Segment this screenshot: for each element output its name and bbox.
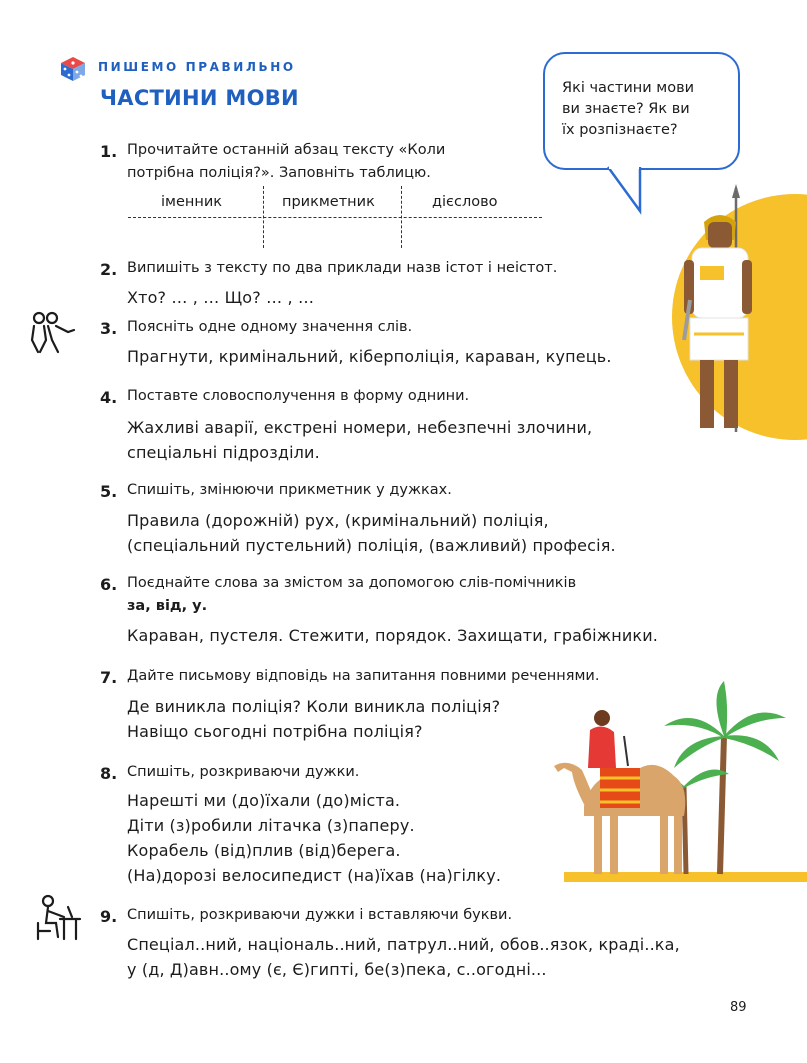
camel-rider-palms-illustration	[524, 676, 807, 886]
task-8-number: 8.	[100, 764, 118, 783]
task-7-number: 7.	[100, 668, 118, 687]
task-7-text: Де виникла поліція? Коли виникла поліція? Навіщо сьогодні потрібна поліція?	[127, 697, 501, 741]
task-6-number: 6.	[100, 575, 118, 594]
task-7-instruction: Дайте письмову відповідь на запитання повними реченнями.	[127, 668, 600, 684]
egyptian-guard-illustration	[640, 180, 807, 440]
task-5-text: Правила (дорожній) рух, (кримінальний) поліція, (спеціальний пустельний) поліція, (важливий) професія.	[127, 511, 616, 555]
task-8-text: Нарешті ми (до)їхали (до)міста. Діти (з)робили літачка (з)паперу. Корабель (від)плив (від)берега. (На)дорозі велосипедист (на)їхав (на)гілку.	[127, 791, 502, 885]
task-5-instruction: Спишіть, змінюючи прикметник у дужках.	[127, 482, 452, 498]
task-9-instruction: Спишіть, розкриваючи дужки і вставляючи букви.	[127, 907, 513, 923]
section-kicker: ПИШЕМО ПРАВИЛЬНО	[98, 60, 296, 74]
task-3-instruction: Поясніть одне одному значення слів.	[127, 319, 413, 335]
table-horizontal-line	[128, 217, 542, 218]
table-header-adjective: прикметник	[282, 194, 375, 210]
task-6-instruction: Поєднайте слова за змістом за допомогою слів-помічників за, від, у.	[127, 572, 576, 618]
dice-icon	[60, 56, 86, 82]
task-6-text: Караван, пустеля. Стежити, порядок. Захищати, грабіжники.	[127, 626, 659, 645]
task-2-text: Хто? … , … Що? … , …	[127, 288, 315, 307]
task-4-text: Жахливі аварії, екстрені номери, небезпечні злочини, спеціальні підрозділи.	[127, 418, 593, 462]
task-3-number: 3.	[100, 319, 118, 338]
table-header-verb: дієслово	[432, 194, 498, 210]
table-divider-2	[401, 186, 402, 248]
task-8-instruction: Спишіть, розкриваючи дужки.	[127, 764, 360, 780]
task-1-instruction: Прочитайте останній абзац тексту «Коли потрібна поліція?». Заповніть таблицю.	[127, 142, 446, 181]
pair-work-icon	[28, 310, 76, 356]
task-9-text: Спеціал..ний, національ..ний, патрул..ний, обов..язок, краді..ка, у (д, Д)авн..ому (є, Є)гипті, бе(з)пека, с..огодні...	[127, 935, 680, 979]
task-2-number: 2.	[100, 260, 118, 279]
task-1-number: 1.	[100, 142, 118, 161]
task-3-text: Прагнути, кримінальний, кіберполіція, караван, купець.	[127, 347, 612, 366]
task-4-instruction: Поставте словосполучення в форму однини.	[127, 388, 470, 404]
task-5-number: 5.	[100, 482, 118, 501]
helper-words: за, від, у.	[127, 598, 208, 614]
task-2-instruction: Випишіть з тексту по два приклади назв істот і неістот.	[127, 260, 558, 276]
task-9-number: 9.	[100, 907, 118, 926]
page-number: 89	[730, 1000, 747, 1015]
task-4-number: 4.	[100, 388, 118, 407]
table-header-noun: іменник	[161, 194, 223, 210]
table-divider-1	[263, 186, 264, 248]
page-title: ЧАСТИНИ МОВИ	[100, 86, 299, 110]
bubble-question: Які частини мови ви знаєте? Як ви їх розпізнаєте?	[562, 80, 695, 138]
writing-task-icon	[34, 893, 82, 943]
